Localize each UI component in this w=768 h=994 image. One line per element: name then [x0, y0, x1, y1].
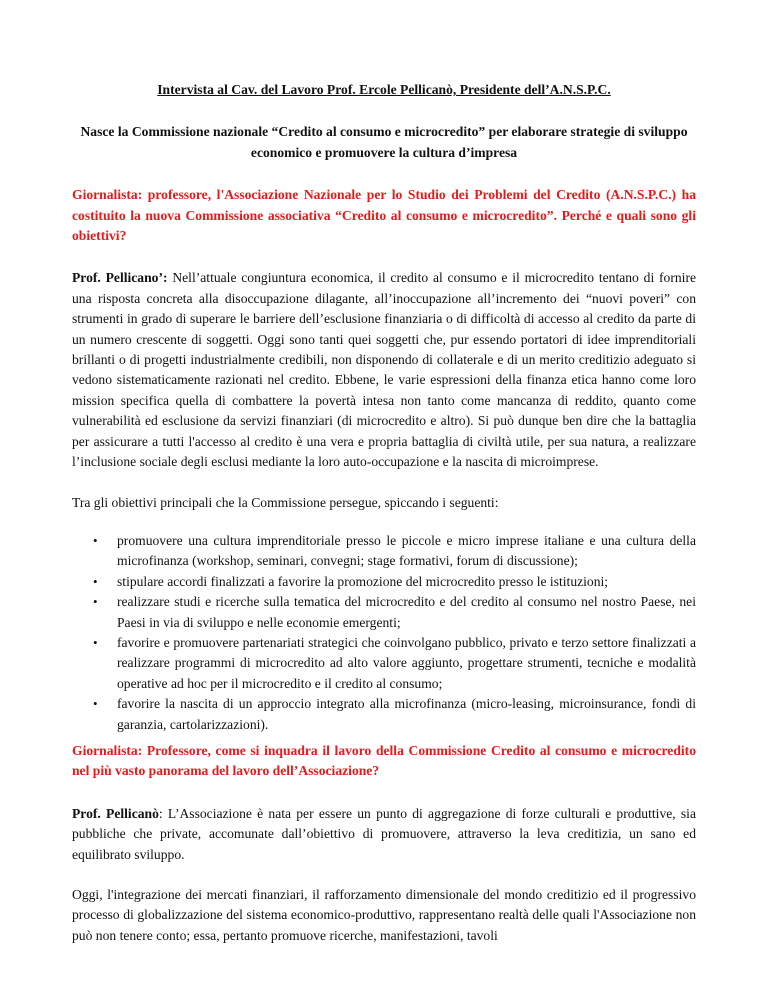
list-item: • stipulare accordi finalizzati a favorire la promozione del microcredito presso le istituzioni;	[117, 572, 696, 592]
list-item: • promuovere una cultura imprenditoriale presso le piccole e micro imprese italiane e una cultura della microfinanza (workshop, seminari, convegni; stage formativi, forum di discussione);	[93, 532, 696, 569]
answer-1	[72, 268, 696, 472]
list-item: • favorire e promuovere partenariati strategici che coinvolgano pubblico, privato e terzo settore finalizzati a realizzare programmi di microcredito ad alto valore aggiunto, progettare strumenti, tecniche e modalità operative ad hoc per il microcredito e il credito al consumo;	[93, 634, 696, 691]
bullet-icon: •	[93, 532, 98, 548]
answer-2-continued: Oggi, l'integrazione dei mercati finanziari, il rafforzamento dimensionale del mondo creditizio ed il progressivo processo di globalizzazione del sistema economico-produttivo, rappresentano realtà delle quali l'Associazione non può non tenere conto; essa, pertanto promuove ricerche, manifestazioni, tavoli	[72, 887, 696, 943]
answer-2	[72, 804, 696, 865]
objectives-intro: Tra gli obiettivi principali che la Commissione persegue, spiccando i seguenti:	[72, 494, 499, 510]
answer-2-speaker: Prof. Pellicanò	[72, 805, 159, 821]
bullet-icon: •	[93, 594, 98, 610]
list-item: • realizzare studi e ricerche sulla tematica del microcredito e del credito al consumo nel nostro Paese, nei Paesi in via di sviluppo e nelle economie emergenti;	[93, 594, 696, 630]
bullet-icon: •	[93, 573, 98, 589]
answer-2-text: : L’Associazione è nata per essere un punto di aggregazione di forze culturali e produttive, sia pubbliche che private, accomunate dall’obiettivo di promuovere, attraverso la leva creditizia, un sano ed equilibrato sviluppo.	[72, 805, 696, 862]
answer-1-speaker: Prof. Pellicano’:	[72, 270, 168, 286]
bullet-icon: •	[93, 634, 98, 650]
question-2: Giornalista: Professore, come si inquadra il lavoro della Commissione Credito al consumo e microcredito nel più vasto panorama del lavoro dell’Associazione?	[72, 742, 696, 779]
bullet-icon: •	[93, 696, 98, 712]
list-item: • favorire la nascita di un approccio integrato alla microfinanza (micro-leasing, microinsurance, fondi di garanzia, cartolarizzazioni).	[93, 696, 696, 732]
answer-1-text: Nell’attuale congiuntura economica, il credito al consumo e il microcredito tentano di fornire una risposta concreta alla disoccupazione dilagante, all’inoccupazione all’incremento dei “nuovi poveri” con strumenti in grado di superare le barriere dell’esclusione finanziaria o di difficoltà di accesso al credito da parte di un numero crescente di soggetti. Oggi sono tanti quei soggetti che, pur essendo portatori di idee imprenditoriali brillanti o di progetti industrialmente credibili, non disponendo di collaterale e di un merito creditizio adeguato si vedono sistematicamente razionati nel credito. Ebbene, le varie espressioni della finanza etica hanno come loro mission specifica quella di combattere la povertà intesa non tanto come mancanza di reddito, quanto come vulnerabilità ed esclusione da servizi finanziari (di microcredito e altro). Si può dunque ben dire che la battaglia per assicurare a tutti l'accesso al credito è una vera e propria battaglia di civiltà utile, per sua natura, a realizzare l’inclusione sociale degli esclusi mediante la loro auto-occupazione e la nascita di microimprese.	[72, 270, 697, 470]
page-subtitle: Nasce la Commissione nazionale “Credito al consumo e microcredito” per elaborare strategie di sviluppo economico e promuovere la cultura d’impresa	[80, 124, 688, 160]
objectives-list	[72, 531, 696, 735]
page-title: Intervista al Cav. del Lavoro Prof. Ercole Pellicanò, Presidente dell’A.N.S.P.C.	[157, 82, 611, 97]
question-1: Giornalista: professore, l'Associazione Nazionale per lo Studio dei Problemi del Credito (A.N.S.P.C.) ha costituito la nuova Commissione associativa “Credito al consumo e microcredito”. Perché e quali sono gli obiettivi?	[72, 187, 696, 244]
